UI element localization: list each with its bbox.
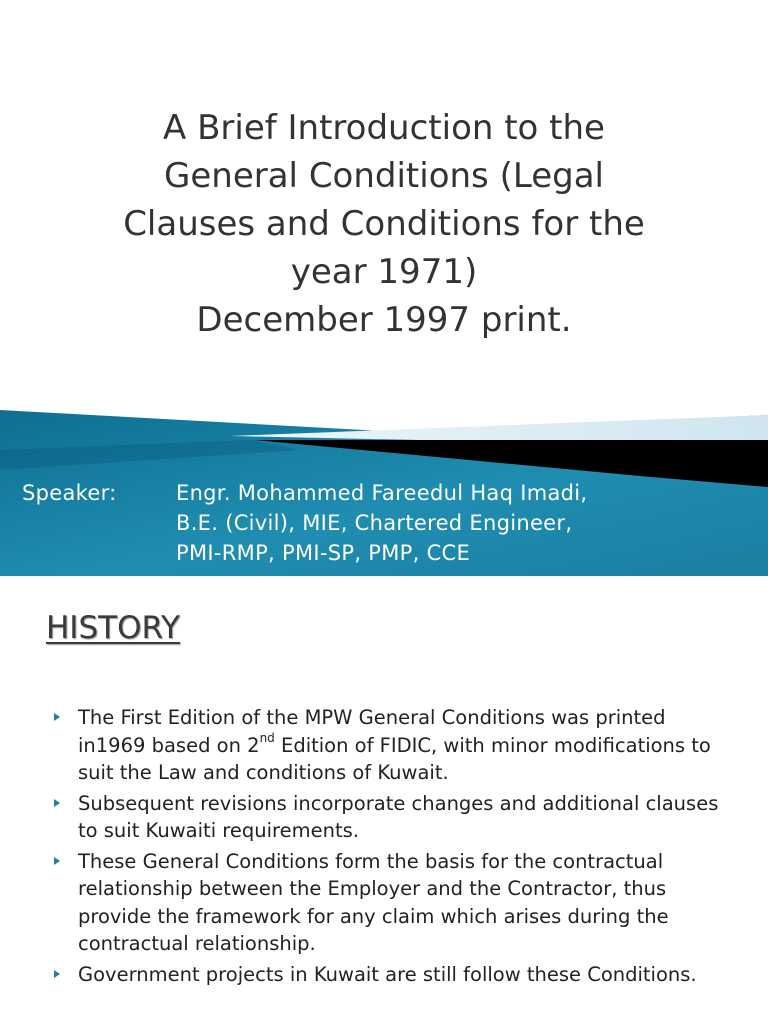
speaker-details [176, 478, 587, 568]
bullet-item-4 [54, 961, 734, 989]
bullet-4-text: Government projects in Kuwait are still follow these Conditions. [78, 962, 697, 986]
title-line-3: Clauses and Conditions for the [123, 204, 645, 244]
bullet-1-text-continued: Edition of FIDIC, with minor modifications to suit the Law and conditions of Kuwait. [78, 733, 711, 784]
bullet-item-2 [54, 790, 734, 845]
speaker-certifications: PMI-RMP, PMI-SP, PMP, CCE [176, 541, 471, 565]
title-line-5: December 1997 print. [196, 300, 572, 340]
bullet-item-1 [54, 704, 734, 787]
history-slide [0, 576, 768, 1024]
triangle-bullet-icon [54, 713, 60, 721]
ordinal-suffix: nd [259, 731, 275, 745]
speaker-qualifications: B.E. (Civil), MIE, Chartered Engineer, [176, 511, 573, 535]
speaker-name: Engr. Mohammed Fareedul Haq Imadi, [176, 481, 588, 505]
bullet-2-text: Subsequent revisions incorporate changes and additional clauses to suit Kuwaiti requirements. [78, 791, 719, 842]
triangle-bullet-icon [54, 857, 60, 865]
title-line-2: General Conditions (Legal [164, 156, 604, 196]
slide-title [40, 104, 728, 344]
history-heading: HISTORY [46, 610, 180, 646]
speaker-label: Speaker: [22, 481, 117, 505]
bullet-3-text: These General Conditions form the basis for the contractual relationship between the Employer and the Contractor, thus provide the framework for any claim which arises during the contractual relationship. [78, 849, 669, 955]
bullet-item-3 [54, 848, 734, 958]
history-bullet-list [54, 704, 734, 991]
title-line-1: A Brief Introduction to the [163, 108, 605, 148]
bullet-1-text: The First Edition of the MPW General Conditions was printed in1969 based on 2 [78, 706, 666, 757]
title-line-4: year 1971) [290, 252, 478, 292]
triangle-bullet-icon [54, 799, 60, 807]
triangle-bullet-icon [54, 970, 60, 978]
